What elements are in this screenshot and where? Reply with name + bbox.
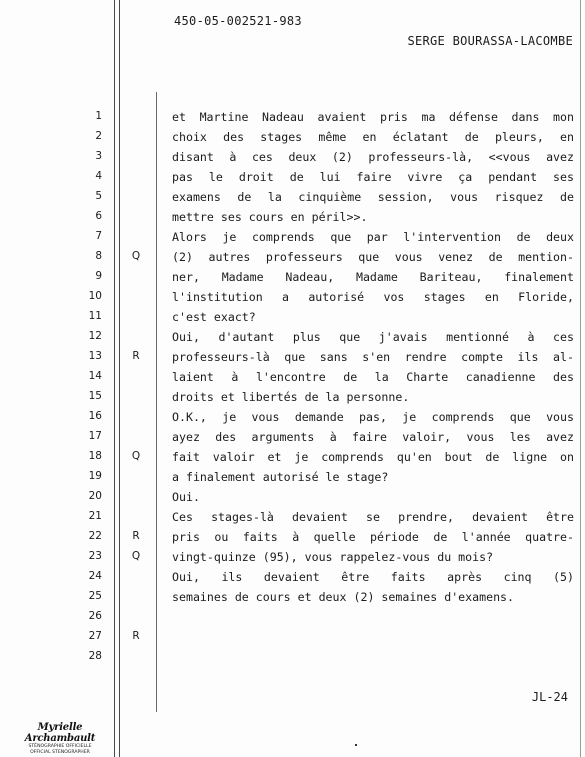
line-number: 27: [88, 630, 102, 642]
line-number: 18: [88, 450, 102, 462]
line-number: 21: [88, 510, 102, 522]
transcript-line: a finalement autorisé le stage?: [172, 470, 389, 484]
speaker-marker: [128, 326, 144, 346]
transcript-line: ayez des arguments à faire valoir, vous les avez: [172, 430, 574, 444]
line-number: 14: [88, 370, 102, 382]
speaker-marker: Q: [131, 450, 141, 462]
speaker-marker: [128, 606, 144, 626]
transcript-line: disant à ces deux (2) professeurs-là, <<vous avez: [172, 150, 574, 164]
transcript-line: Alors je comprends que par l'intervention de deux: [172, 230, 574, 244]
transcript-line: pas le droit de lui faire vivre ça pendant ses: [172, 170, 574, 184]
transcript-line: choix des stages même en éclatant de pleurs, en: [172, 130, 574, 144]
line-number: 7: [95, 230, 102, 242]
transcript-line: examens de la cinquième session, vous risquez de: [172, 190, 574, 204]
file-number: 450-05-002521-983: [174, 14, 302, 28]
line-number: 12: [88, 330, 102, 342]
transcript-line: vingt-quinze (95), vous rappelez-vous du mois?: [172, 550, 494, 564]
line-number: 26: [88, 610, 102, 622]
speaker-marker: R: [132, 630, 140, 642]
line-number: 10: [88, 290, 102, 302]
stamp-line-1: STÉNOGRAPHIE OFFICIELLE: [28, 744, 92, 749]
speaker-marker: [128, 426, 144, 446]
transcript-line: c'est exact?: [172, 310, 256, 324]
speaker-marker: [128, 366, 144, 386]
speaker-marker: [128, 406, 144, 426]
speaker-marker: [128, 646, 144, 666]
transcript-line: Ces stages-là devaient se prendre, devaient être: [172, 510, 574, 524]
transcript-line: mettre ses cours en péril>>.: [172, 210, 368, 224]
transcript-line: l'institution a autorisé vos stages en Floride,: [172, 290, 574, 304]
speaker-marker: [128, 166, 144, 186]
line-number: 28: [88, 650, 102, 662]
line-number: 2: [95, 130, 102, 142]
speaker-marker: Q: [131, 250, 141, 262]
transcript-line: semaines de cours et deux (2) semaines d'examens.: [172, 590, 515, 604]
line-number: 9: [95, 270, 102, 282]
transcript-line: fait valoir et je comprends qu'en bout de ligne on: [172, 450, 574, 464]
speaker-marker: [128, 126, 144, 146]
speaker-marker: [128, 486, 144, 506]
speaker-marker: [128, 586, 144, 606]
line-number: 24: [88, 570, 102, 582]
speaker-marker: [128, 106, 144, 126]
transcript-line: ner, Madame Nadeau, Madame Bariteau, finalement: [172, 270, 574, 284]
speaker-column: [128, 106, 144, 666]
speaker-marker: Q: [131, 550, 141, 562]
speaker-marker: [128, 286, 144, 306]
transcript-line: Oui, d'autant plus que j'avais mentionné à ces: [172, 330, 574, 344]
page-code: JL-24: [531, 690, 568, 704]
transcript-line: laient à l'encontre de la Charte canadienne des: [172, 370, 574, 384]
line-number: 11: [88, 310, 102, 322]
transcript-line: Oui.: [172, 490, 200, 504]
line-number: 4: [95, 170, 102, 182]
line-number: 23: [88, 550, 102, 562]
speaker-marker: R: [132, 350, 140, 362]
margin-rule-outer: [114, 0, 115, 757]
right-margin-rule: [580, 0, 581, 757]
line-number: 19: [88, 470, 102, 482]
speaker-marker: [128, 186, 144, 206]
line-number: 6: [95, 210, 102, 222]
speaker-marker: [128, 506, 144, 526]
speaker-column-rule: [156, 92, 157, 712]
speaker-marker: [128, 266, 144, 286]
scan-speck: [355, 744, 357, 746]
transcript-line: professeurs-là que sans s'en rendre compte ils al-: [172, 350, 574, 364]
line-number: 3: [95, 150, 102, 162]
line-number: 8: [95, 250, 102, 262]
transcript-line: O.K., je vous demande pas, je comprends que vous: [172, 410, 574, 424]
line-number-column: [80, 106, 102, 666]
transcript-line: (2) autres professeurs que vous venez de mention-: [172, 250, 574, 264]
line-number: 16: [88, 410, 102, 422]
transcript-line: droits et libertés de la personne.: [172, 390, 410, 404]
line-number: 15: [88, 390, 102, 402]
stenographer-stamp: [4, 722, 116, 756]
speaker-marker: R: [132, 530, 140, 542]
speaker-marker: [128, 466, 144, 486]
speaker-marker: [128, 306, 144, 326]
line-number: 22: [88, 530, 102, 542]
transcript-line: pris ou faits à quelle période de l'année quatre-: [172, 530, 574, 544]
line-number: 5: [95, 190, 102, 202]
line-number: 25: [88, 590, 102, 602]
stenographer-name: Myrielle Archambault: [24, 722, 96, 744]
line-number: 1: [95, 110, 102, 122]
line-number: 13: [88, 350, 102, 362]
speaker-marker: [128, 386, 144, 406]
transcript-line: et Martine Nadeau avaient pris ma défense dans mon: [172, 110, 574, 124]
testimony-text: [172, 107, 574, 607]
line-number: 17: [88, 430, 102, 442]
speaker-marker: [128, 226, 144, 246]
witness-name: SERGE BOURASSA-LACOMBE: [407, 34, 573, 48]
transcript-line: Oui, ils devaient être faits après cinq (5): [172, 570, 574, 584]
speaker-marker: [128, 206, 144, 226]
line-number: 20: [88, 490, 102, 502]
speaker-marker: [128, 146, 144, 166]
stamp-line-2: OFFICIAL STENOGRAPHER: [30, 750, 90, 755]
margin-rule-inner: [119, 0, 120, 757]
speaker-marker: [128, 566, 144, 586]
